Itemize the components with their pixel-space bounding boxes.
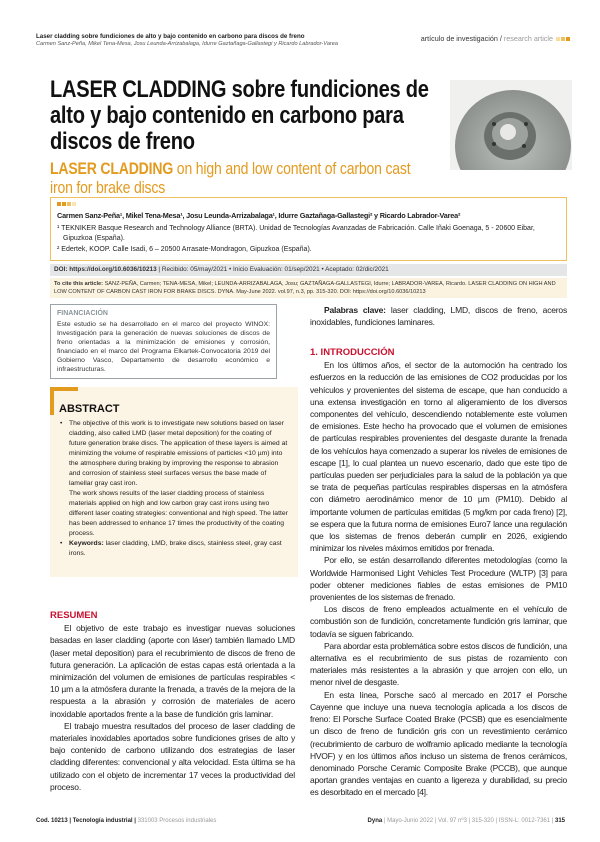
title-rest: sobre fundiciones de alto y bajo contenido en carbono para discos de freno bbox=[50, 76, 429, 155]
subtitle-bold: LASER CLADDING bbox=[50, 160, 174, 178]
intro-p5: En esta línea, Porsche sacó al mercado en 2017 el Porsche Cayenne que incluye una nueva tecnología aplicada a los discos de freno: El Porsche Surface Coated Brake (PCSB) que es esencialmente un disco de freno de fundición gris con un revestimiento cerámico (recubrimiento de carburo de wolframio aplicado mediante la tecnología HVOF) y en los últimos años incluso un sistema de frenos cerámicos, denominado Porsche Ceramic Composite Brake (PCCB), que aunque aportan grandes ventajas en cuanto a ligereza y durabilidad, su precio es desorbitado en el mercado [4]. bbox=[310, 689, 567, 798]
intro-heading: 1. INTRODUCCIÓN bbox=[310, 347, 395, 358]
footer-unesco: 331003 Procesos industriales bbox=[137, 818, 217, 824]
citation-box bbox=[50, 278, 567, 298]
affiliation-1: ¹ TEKNIKER Basque Research and Technology Alliance (BRTA). Unidad de Tecnologías Avanzadas de Fabricación. Calle Iñaki Goenaga, 5 - 20600 Eibar, Gipuzkoa (España). bbox=[57, 224, 535, 242]
abstract-p2: The work shows results of the laser cladding process of stainless materials applied on high and low carbon gray cast irons using two different laser coating strategies: conventional and high speed. The latter has been addressed to enhance 17 times the productivity of the coating process. bbox=[69, 490, 288, 537]
running-authors: Carmen Sanz-Peña, Mikel Tena-Mesa, Josu Leunda-Arrizabalaga, Idurre Gaztañaga-Gallastegi y Ricardo Labrador-Varea bbox=[36, 41, 339, 47]
cite-text: SANZ-PEÑA, Carmen; TENA-MESA, Mikel; LEUNDA-ARRIZABALAGA, Josu; GAZTAÑAGA-GALLASTEGI, Idurre; LABRADOR-VAREA, Ricardo. LASER CLADDING ON HIGH AND LOW CONTENT OF CARBON CAST IRON FOR BRAKE DISCS. DYNA. May-June 2022. vol.97, n.3, pp. 315-320. DOI: https://doi.org/10.6036/10213 bbox=[54, 281, 556, 295]
intro-p4: Para abordar esta problemática sobre estos discos de fundición, una alternativa es el recubrimiento de sus pistas de rozamiento con materiales más resistentes a la abrasión y que arrojen con ello, un menor nivel de desgaste. bbox=[310, 640, 567, 688]
abstract-item bbox=[60, 419, 290, 539]
funding-box bbox=[50, 304, 277, 379]
authors-box bbox=[50, 197, 567, 261]
footer-issue: | Mayo-Junio 2022 | Vol. 97 nº3 | 315-320 | ISSN-L: 0012-7361 | bbox=[383, 818, 554, 824]
resumen-p1: El objetivo de este trabajo es investigar nuevas soluciones basadas en laser cladding (aporte con láser) también llamado LMD (laser metal deposition) para el recubrimiento de discos de freno de futura generación. La aplicación de estas capas está orientada a la minimización del volumen de emisiones de partículas respirables < 10 µm a la atmósfera durante la frenada, a través de la mejora de la respuesta a la abrasión y corrosión de materiales de acero inoxidable aportados frente a la base de fundición gris laminar. bbox=[50, 623, 295, 719]
intro-p2: Por ello, se están desarrollando diferentes metodologías (como la Worldwide Harmonised Light Vehicles Test Procedure (WLTP) [3] para poder obtener mediciones fiables de estas emisiones de PM10 provenientes de los sistemas de frenado. bbox=[310, 555, 567, 603]
palabras-clave bbox=[310, 304, 567, 329]
intro-p1: En los últimos años, el sector de la automoción ha centrado los esfuerzos en la reducción de las emisiones de CO2 producidas por los vehículos y provenientes del sistema de escape, que han conducido a una extensa investigación en torno al aligeramiento de los diversos componentes del vehículo, descendiendo notablemente este volumen de emisiones. Este hecho ha provocado que el volumen de emisiones de partículas respirables provenientes del desgaste durante la frenada de los vehículos haya comenzado a superar los niveles de emisiones de escape [1], lo cual plantea un nuevo escenario, dado que este tipo de partículas pueden ser perjudiciales para la salud de la población ya que se trata de pequeñas partículas respirables dispersas en la atmósfera con diámetro aerodinámico menor de 10 µm (PM10). Debido al importante volumen de partículas emitidas (5 mg/km por cada freno) [2], se espera que la futura norma de emisiones Euro7 lance una regulación que los sistemas de frenos deberán cumplir en 2026, exigiendo minimizar los niveles máximos emitidos por frenada. bbox=[310, 360, 567, 554]
abstract-box bbox=[50, 387, 298, 577]
article-type bbox=[421, 34, 570, 43]
abstract-heading: ABSTRACT bbox=[59, 403, 120, 415]
keywords-label: Keywords: bbox=[69, 540, 104, 547]
resumen-p2: El trabajo muestra resultados del proceso de laser cladding de materiales inoxidables aportados sobre fundiciones grises de alto y bajo contenido de carbono utilizando dos estrategias de laser cladding diferentes: convencional y alta velocidad. Esta última se ha utilizado con el objeto de incrementar 17 veces la productividad del proceso. bbox=[50, 720, 295, 792]
doi-link[interactable]: DOI: https://doi.org/10.6036/10213 bbox=[54, 266, 157, 273]
keywords-text: laser cladding, LMD, brake discs, stainless steel, gray cast irons. bbox=[69, 540, 282, 557]
palabras-clave-text: laser cladding, LMD, discos de freno, aceros inoxidables, fundiciones laminares. bbox=[310, 305, 567, 328]
footer-journal: Dyna bbox=[367, 818, 383, 824]
funding-text: Este estudio se ha desarrollado en el marco del proyecto WINOX: Investigación para la generación de nuevas soluciones de discos de freno orientadas a la minimización de emisiones y corrosión, financiado en el marco del Programa Elkartek-Convocatoria 2019 del Gobierno Vasco, Departamento de desarrollo económico e infraestructuras. bbox=[57, 321, 270, 373]
page-title bbox=[50, 77, 435, 155]
dates: | Recibido: 05/may/2021 • Inicio Evaluación: 01/sep/2021 • Aceptado: 02/dic/2021 bbox=[158, 266, 389, 273]
english-subtitle bbox=[50, 160, 433, 198]
footer-left bbox=[36, 818, 216, 824]
resumen-section bbox=[50, 610, 295, 793]
affiliation-2: ² Edertek, KOOP. Calle Isadi, 6 – 20500 Arrasate-Mondragon, Gipuzkoa (España). bbox=[57, 245, 312, 253]
page-number: 315 bbox=[554, 818, 565, 824]
abstract-p1: The objective of this work is to investigate new solutions based on laser cladding, also called LMD (laser metal deposition) for the coating of future generation brake discs. The application of these layers is aimed at minimizing the volume of respirable emissions of particles <10 µm) into the atmosphere during braking by improving the response to abrasion and corrosion of stainless steel surfaces versus the base made of lamellar gray cast iron. bbox=[69, 420, 288, 487]
intro-section bbox=[310, 347, 567, 799]
doi-bar bbox=[50, 264, 567, 276]
running-title: Laser cladding sobre fundiciones de alto y bajo contenido en carbono para discos de freno bbox=[36, 33, 305, 40]
footer-code: Cod. 10213 | Tecnología industrial | bbox=[36, 818, 136, 824]
article-type-en: research article bbox=[503, 34, 553, 43]
subtitle-rest: on high and low content of carbon cast iron for brake discs bbox=[50, 160, 411, 197]
author-names: Carmen Sanz-Peña¹, Mikel Tena-Mesa¹, Josu Leunda-Arrizabalaga¹, Idurre Gaztañaga-Gallastegi² y Ricardo Labrador-Varea² bbox=[57, 210, 461, 220]
cite-label: To cite this article: bbox=[54, 281, 104, 287]
title-bold: LASER CLADDING bbox=[50, 76, 227, 103]
footer-right bbox=[368, 818, 565, 824]
funding-heading: FINANCIACIÓN bbox=[57, 310, 108, 317]
article-type-es: artículo de investigación / bbox=[420, 34, 502, 43]
resumen-heading: RESUMEN bbox=[50, 610, 98, 621]
abstract-keywords bbox=[60, 539, 290, 559]
brake-disc-image bbox=[450, 80, 572, 170]
palabras-clave-label: Palabras clave: bbox=[324, 305, 386, 315]
intro-p3: Los discos de freno empleados actualmente en el vehículo de combustión son de fundición, concretamente fundición gris laminar, que todavía se siguen fabricando. bbox=[310, 604, 567, 639]
